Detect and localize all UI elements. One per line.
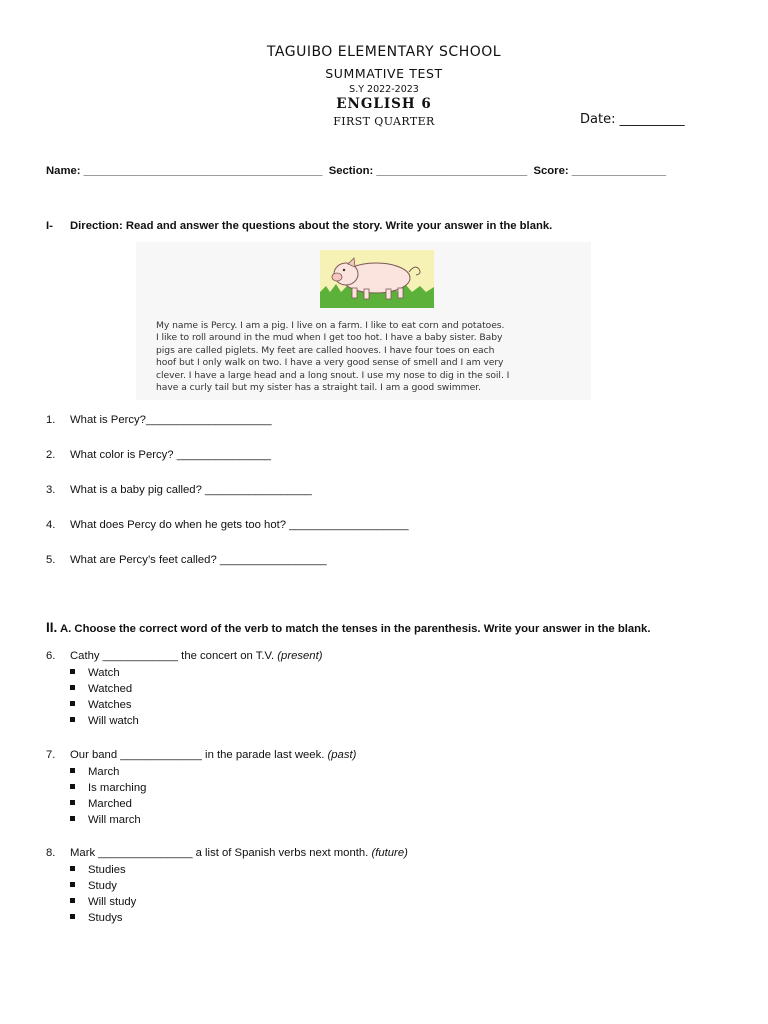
- question-number: 6.: [46, 650, 56, 662]
- question-2[interactable]: What color is Percy? _______________: [70, 449, 271, 461]
- part2-direction-text: A. Choose the correct word of the verb to match the tenses in the parenthesis. Write your answer in the blank.: [57, 623, 651, 635]
- option-label: Will study: [88, 896, 137, 908]
- part2-number: II.: [46, 620, 58, 635]
- option-label: Watch: [88, 667, 120, 679]
- option-item[interactable]: [70, 715, 139, 727]
- option-label: Studys: [88, 912, 123, 924]
- option-label: Watched: [88, 683, 133, 695]
- bullet-icon: [70, 898, 75, 903]
- option-label: Will march: [88, 814, 141, 826]
- question-3[interactable]: What is a baby pig called? _________________: [70, 484, 312, 496]
- story-line: clever. I have a large head and a long snout. I use my nose to dig in the soil. I: [156, 369, 510, 381]
- question-number: 2.: [46, 449, 56, 461]
- question-number: 3.: [46, 484, 56, 496]
- option-item[interactable]: [70, 683, 132, 695]
- option-label: March: [88, 766, 120, 778]
- quarter-label: FIRST QUARTER: [333, 115, 435, 128]
- question-7-tense: (past): [327, 749, 357, 761]
- option-item[interactable]: [70, 864, 126, 876]
- date-field[interactable]: Date: __________: [580, 112, 685, 127]
- option-label: Watches: [88, 699, 132, 711]
- school-name: TAGUIBO ELEMENTARY SCHOOL: [266, 44, 502, 60]
- option-item[interactable]: [70, 912, 123, 924]
- question-6-text: Cathy ____________ the concert on T.V.: [70, 650, 278, 662]
- story-text: [156, 320, 586, 394]
- bullet-icon: [70, 685, 75, 690]
- story-line: have a curly tail but my sister has a straight tail. I am a good swimmer.: [156, 382, 481, 394]
- bullet-icon: [70, 866, 75, 871]
- question-number: 7.: [46, 749, 56, 761]
- bullet-icon: [70, 800, 75, 805]
- option-item[interactable]: [70, 699, 132, 711]
- test-title: SUMMATIVE TEST: [325, 66, 443, 81]
- option-item[interactable]: [70, 766, 119, 778]
- option-label: Marched: [88, 798, 132, 810]
- question-8-tense: (future): [371, 847, 408, 859]
- part1-direction: Direction: Read and answer the questions about the story. Write your answer in the blank.: [70, 220, 553, 232]
- question-number: 8.: [46, 847, 56, 859]
- subject-title: ENGLISH 6: [336, 96, 432, 112]
- bullet-icon: [70, 768, 75, 773]
- bullet-icon: [70, 717, 75, 722]
- option-item[interactable]: [70, 880, 117, 892]
- question-number: 1.: [46, 414, 56, 426]
- question-1[interactable]: What is Percy?____________________: [70, 414, 272, 426]
- part1-number: I-: [46, 220, 53, 232]
- option-label: Study: [88, 880, 117, 892]
- question-5[interactable]: What are Percy’s feet called? _________________: [70, 554, 327, 566]
- story-line: hoof but I only walk on two. I have a very good sense of smell and I am very: [156, 357, 504, 369]
- option-item[interactable]: [70, 814, 141, 826]
- story-line: I like to roll around in the mud when I get too hot. I have a baby sister. Baby: [156, 332, 503, 344]
- bullet-icon: [70, 882, 75, 887]
- question-7[interactable]: [70, 749, 356, 761]
- option-label: Is marching: [88, 782, 147, 794]
- part2-direction: [46, 620, 650, 635]
- bullet-icon: [70, 914, 75, 919]
- option-item[interactable]: [70, 798, 132, 810]
- option-label: Will watch: [88, 715, 139, 727]
- bullet-icon: [70, 784, 75, 789]
- option-item[interactable]: [70, 782, 146, 794]
- question-6-tense: (present): [277, 650, 323, 662]
- option-item[interactable]: [70, 667, 120, 679]
- story-line: My name is Percy. I am a pig. I live on a farm. I like to eat corn and potatoes.: [156, 320, 505, 331]
- option-item[interactable]: [70, 896, 136, 908]
- question-8-text: Mark _______________ a list of Spanish verbs next month.: [70, 847, 372, 859]
- bullet-icon: [70, 816, 75, 821]
- question-7-text: Our band _____________ in the parade last week.: [70, 749, 328, 761]
- question-number: 5.: [46, 554, 56, 566]
- question-6[interactable]: [70, 650, 323, 662]
- option-label: Studies: [88, 864, 126, 876]
- question-number: 4.: [46, 519, 56, 531]
- school-year: S.Y 2022-2023: [349, 84, 419, 95]
- bullet-icon: [70, 701, 75, 706]
- story-image: [136, 242, 591, 400]
- question-8[interactable]: [70, 847, 408, 859]
- story-line: pigs are called piglets. My feet are called hooves. I have four toes on each: [156, 344, 495, 356]
- student-info-line[interactable]: Name: ______________________________________ Section: ________________________ Score: _______________: [46, 165, 666, 177]
- question-4[interactable]: What does Percy do when he gets too hot? ___________________: [70, 519, 409, 531]
- bullet-icon: [70, 669, 75, 674]
